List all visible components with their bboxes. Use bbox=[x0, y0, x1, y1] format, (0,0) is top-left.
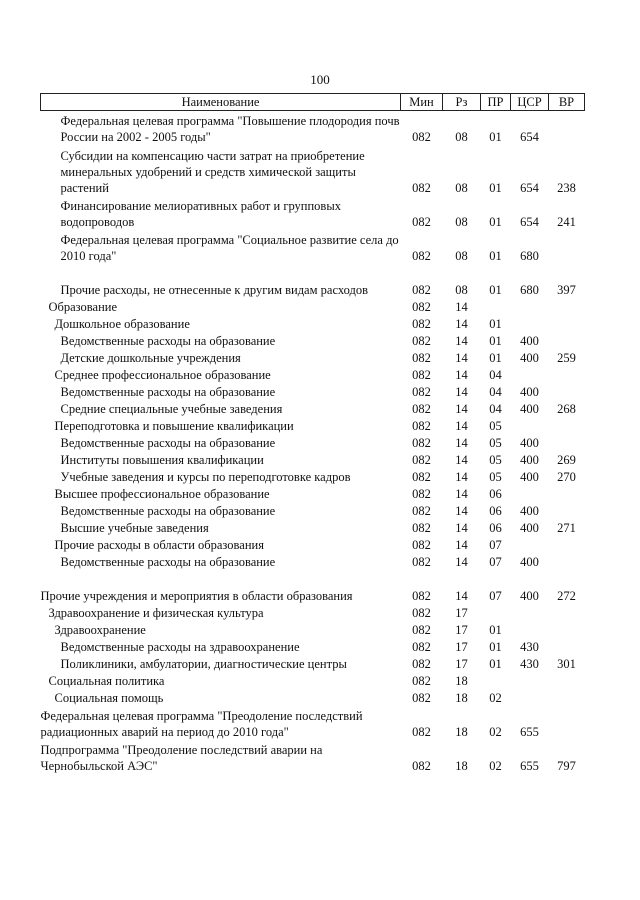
row-name: Ведомственные расходы на образование bbox=[60, 504, 276, 518]
row-vr bbox=[549, 315, 585, 332]
row-pr: 04 bbox=[489, 368, 502, 382]
table-row bbox=[41, 655, 585, 672]
row-rz: 14 bbox=[455, 419, 468, 433]
table-row bbox=[41, 349, 585, 366]
row-pr: 01 bbox=[489, 317, 502, 331]
table-row bbox=[41, 672, 585, 689]
row-vr: 271 bbox=[557, 521, 576, 535]
row-min: 082 bbox=[412, 300, 431, 314]
row-pr: 01 bbox=[489, 249, 502, 263]
row-pr: 01 bbox=[489, 334, 502, 348]
row-csr: 400 bbox=[520, 555, 539, 569]
row-csr: 655 bbox=[520, 759, 539, 773]
row-min: 082 bbox=[412, 640, 431, 654]
row-min: 082 bbox=[412, 674, 431, 688]
row-name: Федеральная целевая программа "Повышение плодородия почв России на 2002 - 2005 годы" bbox=[60, 114, 400, 144]
row-csr: 400 bbox=[520, 470, 539, 484]
table-row bbox=[41, 468, 585, 485]
row-pr: 02 bbox=[489, 691, 502, 705]
row-vr bbox=[549, 638, 585, 655]
row-pr: 06 bbox=[489, 504, 502, 518]
row-csr: 400 bbox=[520, 453, 539, 467]
row-rz: 14 bbox=[455, 538, 468, 552]
row-csr: 680 bbox=[520, 283, 539, 297]
row-min: 082 bbox=[412, 215, 431, 229]
row-vr: 270 bbox=[557, 470, 576, 484]
row-pr: 06 bbox=[489, 487, 502, 501]
row-vr bbox=[549, 536, 585, 553]
row-vr bbox=[549, 298, 585, 315]
row-name: Субсидии на компенсацию части затрат на приобретение минеральных удобрений и средств химической защиты растений bbox=[60, 149, 365, 195]
table-row bbox=[41, 434, 585, 451]
row-name: Ведомственные расходы на образование bbox=[60, 555, 276, 569]
row-name: Федеральная целевая программа "Преодоление последствий радиационных аварий на период до 2010 года" bbox=[40, 709, 363, 739]
row-min: 082 bbox=[412, 317, 431, 331]
row-vr bbox=[549, 553, 585, 570]
row-vr bbox=[549, 706, 585, 740]
row-min: 082 bbox=[412, 623, 431, 637]
row-rz: 14 bbox=[455, 300, 468, 314]
row-vr bbox=[549, 604, 585, 621]
row-rz: 14 bbox=[455, 334, 468, 348]
row-name: Социальная помощь bbox=[54, 691, 164, 705]
row-name: Высшее профессиональное образование bbox=[54, 487, 270, 501]
row-name: Высшие учебные заведения bbox=[60, 521, 209, 535]
row-rz: 14 bbox=[455, 555, 468, 569]
row-pr: 02 bbox=[489, 725, 502, 739]
table-row bbox=[41, 519, 585, 536]
table-row bbox=[41, 400, 585, 417]
table-row bbox=[41, 604, 585, 621]
row-csr bbox=[511, 298, 549, 315]
row-min: 082 bbox=[412, 470, 431, 484]
row-name: Поликлиники, амбулатории, диагностические центры bbox=[60, 657, 347, 671]
row-min: 082 bbox=[412, 351, 431, 365]
row-min: 082 bbox=[412, 419, 431, 433]
table-row bbox=[41, 196, 585, 230]
table-row bbox=[41, 553, 585, 570]
row-csr bbox=[511, 315, 549, 332]
row-name: Среднее профессиональное образование bbox=[54, 368, 271, 382]
row-vr: 241 bbox=[557, 215, 576, 229]
row-name: Переподготовка и повышение квалификации bbox=[54, 419, 294, 433]
row-min: 082 bbox=[412, 589, 431, 603]
row-min: 082 bbox=[412, 725, 431, 739]
row-pr: 07 bbox=[489, 589, 502, 603]
row-vr: 397 bbox=[557, 283, 576, 297]
row-vr bbox=[549, 366, 585, 383]
row-pr: 07 bbox=[489, 538, 502, 552]
row-min: 082 bbox=[412, 453, 431, 467]
column-header-vr: ВР bbox=[549, 94, 585, 111]
row-pr: 04 bbox=[489, 385, 502, 399]
column-header-rz: Рз bbox=[443, 94, 481, 111]
row-csr bbox=[511, 485, 549, 502]
row-vr bbox=[549, 417, 585, 434]
row-name: Институты повышения квалификации bbox=[60, 453, 264, 467]
row-name: Учебные заведения и курсы по переподготовке кадров bbox=[60, 470, 351, 484]
row-pr: 05 bbox=[489, 419, 502, 433]
row-name: Ведомственные расходы на здравоохранение bbox=[60, 640, 300, 654]
row-min: 082 bbox=[412, 555, 431, 569]
row-pr: 01 bbox=[489, 640, 502, 654]
row-vr: 259 bbox=[557, 351, 576, 365]
row-csr: 654 bbox=[520, 130, 539, 144]
row-min: 082 bbox=[412, 385, 431, 399]
row-name: Социальная политика bbox=[48, 674, 165, 688]
row-rz: 17 bbox=[455, 623, 468, 637]
row-min: 082 bbox=[412, 249, 431, 263]
table-row bbox=[41, 740, 585, 774]
table-header-row bbox=[41, 94, 585, 111]
table-row bbox=[41, 570, 585, 604]
row-csr: 654 bbox=[520, 215, 539, 229]
table-row bbox=[41, 298, 585, 315]
column-header-pr: ПР bbox=[481, 94, 511, 111]
row-vr: 238 bbox=[557, 181, 576, 195]
table-row bbox=[41, 621, 585, 638]
table-row bbox=[41, 383, 585, 400]
row-min: 082 bbox=[412, 504, 431, 518]
row-rz: 14 bbox=[455, 504, 468, 518]
row-pr: 05 bbox=[489, 453, 502, 467]
row-vr bbox=[549, 383, 585, 400]
table-row bbox=[41, 230, 585, 264]
row-name: Здравоохранение и физическая культура bbox=[48, 606, 264, 620]
row-vr bbox=[549, 621, 585, 638]
row-vr bbox=[549, 332, 585, 349]
row-min: 082 bbox=[412, 130, 431, 144]
row-pr: 02 bbox=[489, 759, 502, 773]
row-min: 082 bbox=[412, 436, 431, 450]
row-csr: 400 bbox=[520, 385, 539, 399]
row-csr bbox=[511, 621, 549, 638]
row-pr: 05 bbox=[489, 436, 502, 450]
row-name: Детские дошкольные учреждения bbox=[60, 351, 241, 365]
row-rz: 14 bbox=[455, 385, 468, 399]
row-name: Прочие учреждения и мероприятия в области образования bbox=[40, 589, 353, 603]
row-vr: 797 bbox=[557, 759, 576, 773]
row-min: 082 bbox=[412, 334, 431, 348]
row-rz: 18 bbox=[455, 691, 468, 705]
row-csr: 400 bbox=[520, 436, 539, 450]
row-min: 082 bbox=[412, 606, 431, 620]
row-min: 082 bbox=[412, 657, 431, 671]
row-pr: 06 bbox=[489, 521, 502, 535]
row-pr: 04 bbox=[489, 402, 502, 416]
row-name: Дошкольное образование bbox=[54, 317, 190, 331]
page-number: 100 bbox=[310, 72, 330, 87]
row-vr bbox=[549, 689, 585, 706]
row-vr: 268 bbox=[557, 402, 576, 416]
row-name: Прочие расходы, не отнесенные к другим видам расходов bbox=[60, 283, 369, 297]
column-header-name: Наименование bbox=[41, 94, 401, 111]
row-name: Ведомственные расходы на образование bbox=[60, 334, 276, 348]
row-pr: 07 bbox=[489, 555, 502, 569]
row-csr: 400 bbox=[520, 504, 539, 518]
row-csr bbox=[511, 417, 549, 434]
row-min: 082 bbox=[412, 487, 431, 501]
row-rz: 14 bbox=[455, 453, 468, 467]
row-rz: 14 bbox=[455, 317, 468, 331]
row-vr bbox=[549, 485, 585, 502]
row-min: 082 bbox=[412, 759, 431, 773]
row-name: Средние специальные учебные заведения bbox=[60, 402, 283, 416]
row-rz: 14 bbox=[455, 589, 468, 603]
row-rz: 14 bbox=[455, 470, 468, 484]
row-csr: 680 bbox=[520, 249, 539, 263]
row-vr: 269 bbox=[557, 453, 576, 467]
row-min: 082 bbox=[412, 368, 431, 382]
row-pr bbox=[481, 672, 511, 689]
table-row bbox=[41, 536, 585, 553]
row-min: 082 bbox=[412, 691, 431, 705]
row-rz: 14 bbox=[455, 436, 468, 450]
row-csr: 400 bbox=[520, 334, 539, 348]
row-name: Образование bbox=[48, 300, 118, 314]
row-name: Финансирование мелиоративных работ и групповых водопроводов bbox=[60, 199, 341, 229]
budget-table bbox=[40, 93, 585, 774]
row-pr: 05 bbox=[489, 470, 502, 484]
row-min: 082 bbox=[412, 283, 431, 297]
row-csr: 400 bbox=[520, 521, 539, 535]
row-rz: 14 bbox=[455, 402, 468, 416]
row-pr bbox=[481, 604, 511, 621]
column-header-min: Мин bbox=[401, 94, 443, 111]
row-pr bbox=[481, 298, 511, 315]
row-rz: 08 bbox=[455, 283, 468, 297]
table-row bbox=[41, 332, 585, 349]
table-row bbox=[41, 638, 585, 655]
table-row bbox=[41, 315, 585, 332]
row-vr bbox=[549, 502, 585, 519]
row-csr: 430 bbox=[520, 640, 539, 654]
table-row bbox=[41, 689, 585, 706]
table-row bbox=[41, 485, 585, 502]
table-row bbox=[41, 366, 585, 383]
row-rz: 18 bbox=[455, 674, 468, 688]
row-csr: 654 bbox=[520, 181, 539, 195]
row-rz: 17 bbox=[455, 640, 468, 654]
row-csr: 400 bbox=[520, 589, 539, 603]
table-row bbox=[41, 145, 585, 196]
row-csr bbox=[511, 604, 549, 621]
row-name: Подпрограмма "Преодоление последствий аварии на Чернобыльской АЭС" bbox=[40, 743, 323, 773]
row-rz: 18 bbox=[455, 759, 468, 773]
row-rz: 17 bbox=[455, 606, 468, 620]
row-pr: 01 bbox=[489, 181, 502, 195]
row-rz: 17 bbox=[455, 657, 468, 671]
row-rz: 14 bbox=[455, 487, 468, 501]
row-csr: 400 bbox=[520, 402, 539, 416]
row-min: 082 bbox=[412, 521, 431, 535]
row-pr: 01 bbox=[489, 657, 502, 671]
row-rz: 08 bbox=[455, 249, 468, 263]
row-rz: 08 bbox=[455, 181, 468, 195]
row-csr: 655 bbox=[520, 725, 539, 739]
row-name: Ведомственные расходы на образование bbox=[60, 436, 276, 450]
row-pr: 01 bbox=[489, 351, 502, 365]
row-name: Здравоохранение bbox=[54, 623, 146, 637]
row-csr bbox=[511, 366, 549, 383]
row-rz: 14 bbox=[455, 521, 468, 535]
row-min: 082 bbox=[412, 402, 431, 416]
table-row bbox=[41, 417, 585, 434]
row-pr: 01 bbox=[489, 130, 502, 144]
row-vr bbox=[549, 672, 585, 689]
table-row bbox=[41, 451, 585, 468]
row-rz: 14 bbox=[455, 351, 468, 365]
row-rz: 14 bbox=[455, 368, 468, 382]
row-csr: 430 bbox=[520, 657, 539, 671]
row-pr: 01 bbox=[489, 215, 502, 229]
row-csr: 400 bbox=[520, 351, 539, 365]
table-row bbox=[41, 502, 585, 519]
row-csr bbox=[511, 689, 549, 706]
row-min: 082 bbox=[412, 181, 431, 195]
row-name: Федеральная целевая программа "Социальное развитие села до 2010 года" bbox=[60, 233, 399, 263]
row-vr: 301 bbox=[557, 657, 576, 671]
row-pr: 01 bbox=[489, 283, 502, 297]
row-name: Прочие расходы в области образования bbox=[54, 538, 264, 552]
table-row bbox=[41, 111, 585, 146]
row-rz: 08 bbox=[455, 130, 468, 144]
table-row bbox=[41, 706, 585, 740]
row-csr bbox=[511, 672, 549, 689]
row-min: 082 bbox=[412, 538, 431, 552]
row-vr bbox=[549, 434, 585, 451]
row-pr: 01 bbox=[489, 623, 502, 637]
table-row bbox=[41, 264, 585, 298]
column-header-csr: ЦСР bbox=[511, 94, 549, 111]
row-rz: 08 bbox=[455, 215, 468, 229]
row-name: Ведомственные расходы на образование bbox=[60, 385, 276, 399]
row-vr: 272 bbox=[557, 589, 576, 603]
row-csr bbox=[511, 536, 549, 553]
row-rz: 18 bbox=[455, 725, 468, 739]
row-vr bbox=[549, 230, 585, 264]
row-vr bbox=[549, 111, 585, 146]
